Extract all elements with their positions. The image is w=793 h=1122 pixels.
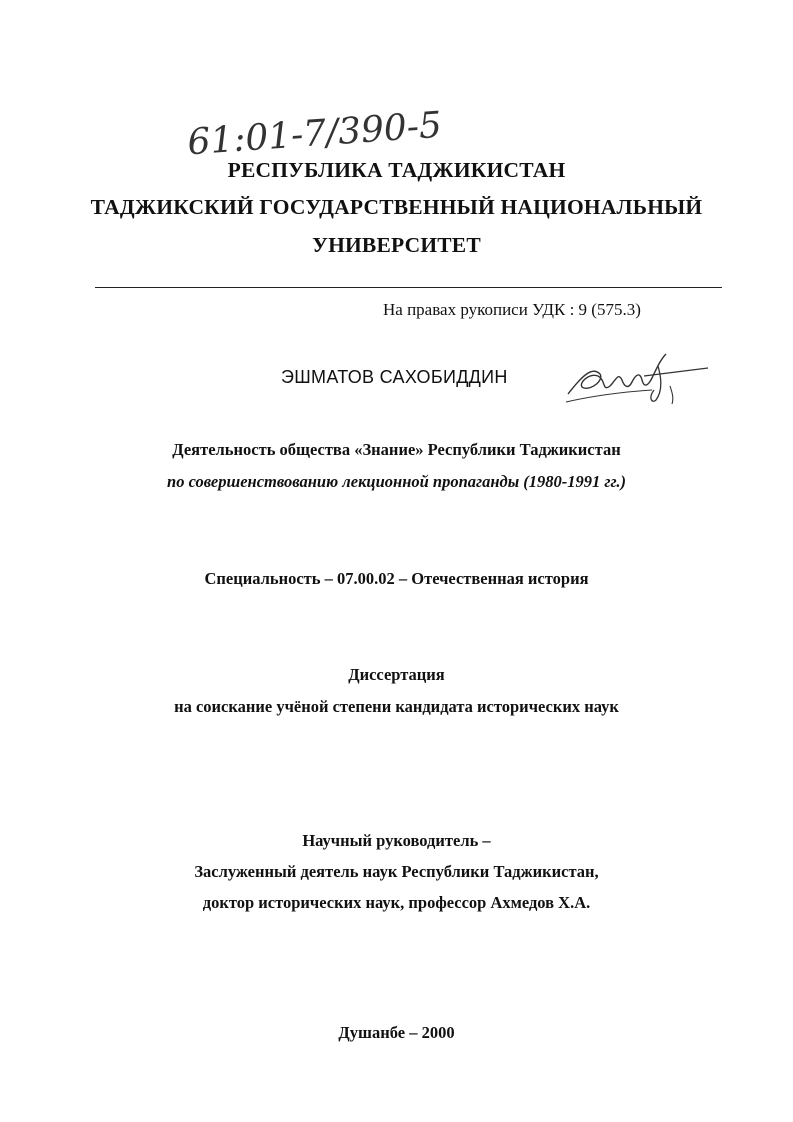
supervisor-name: доктор исторических наук, профессор Ахмедов Х.А.	[202, 893, 591, 912]
dissertation-subtitle: на соискание учёной степени кандидата исторических наук	[174, 697, 619, 716]
signature-svg	[562, 346, 712, 408]
signature-stroke-under	[566, 390, 652, 402]
archive-number-handwritten	[185, 98, 545, 156]
signature-stroke-tail	[644, 368, 708, 376]
specialty: Специальность – 07.00.02 – Отечественная история	[204, 569, 589, 588]
header-university-line2: УНИВЕРСИТЕТ	[312, 233, 481, 257]
supervisor-label: Научный руководитель –	[302, 831, 491, 850]
author-signature	[562, 346, 712, 408]
author-name: ЭШМАТОВ САХОБИДДИН	[281, 367, 508, 387]
header-university-line1: ТАДЖИКСКИЙ ГОСУДАРСТВЕННЫЙ НАЦИОНАЛЬНЫЙ	[90, 195, 703, 219]
signature-stroke-main	[568, 354, 666, 394]
title-line1: Деятельность общества «Знание» Республики Таджикистан	[172, 440, 621, 459]
signature-stroke-hook	[670, 386, 673, 404]
header-divider	[95, 287, 722, 288]
title-line2: по совершенствованию лекционной пропаганды (1980-1991 гг.)	[167, 472, 626, 491]
manuscript-note: На правах рукописи УДК : 9 (575.3)	[383, 300, 641, 319]
supervisor-title: Заслуженный деятель наук Республики Таджикистан,	[194, 862, 599, 881]
handwriting-svg	[185, 98, 545, 156]
archive-number-text: 61:01-7/390-5	[186, 104, 444, 156]
dissertation-heading: Диссертация	[348, 665, 445, 684]
header-republic: РЕСПУБЛИКА ТАДЖИКИСТАН	[227, 158, 566, 182]
place-year: Душанбе – 2000	[338, 1023, 455, 1042]
